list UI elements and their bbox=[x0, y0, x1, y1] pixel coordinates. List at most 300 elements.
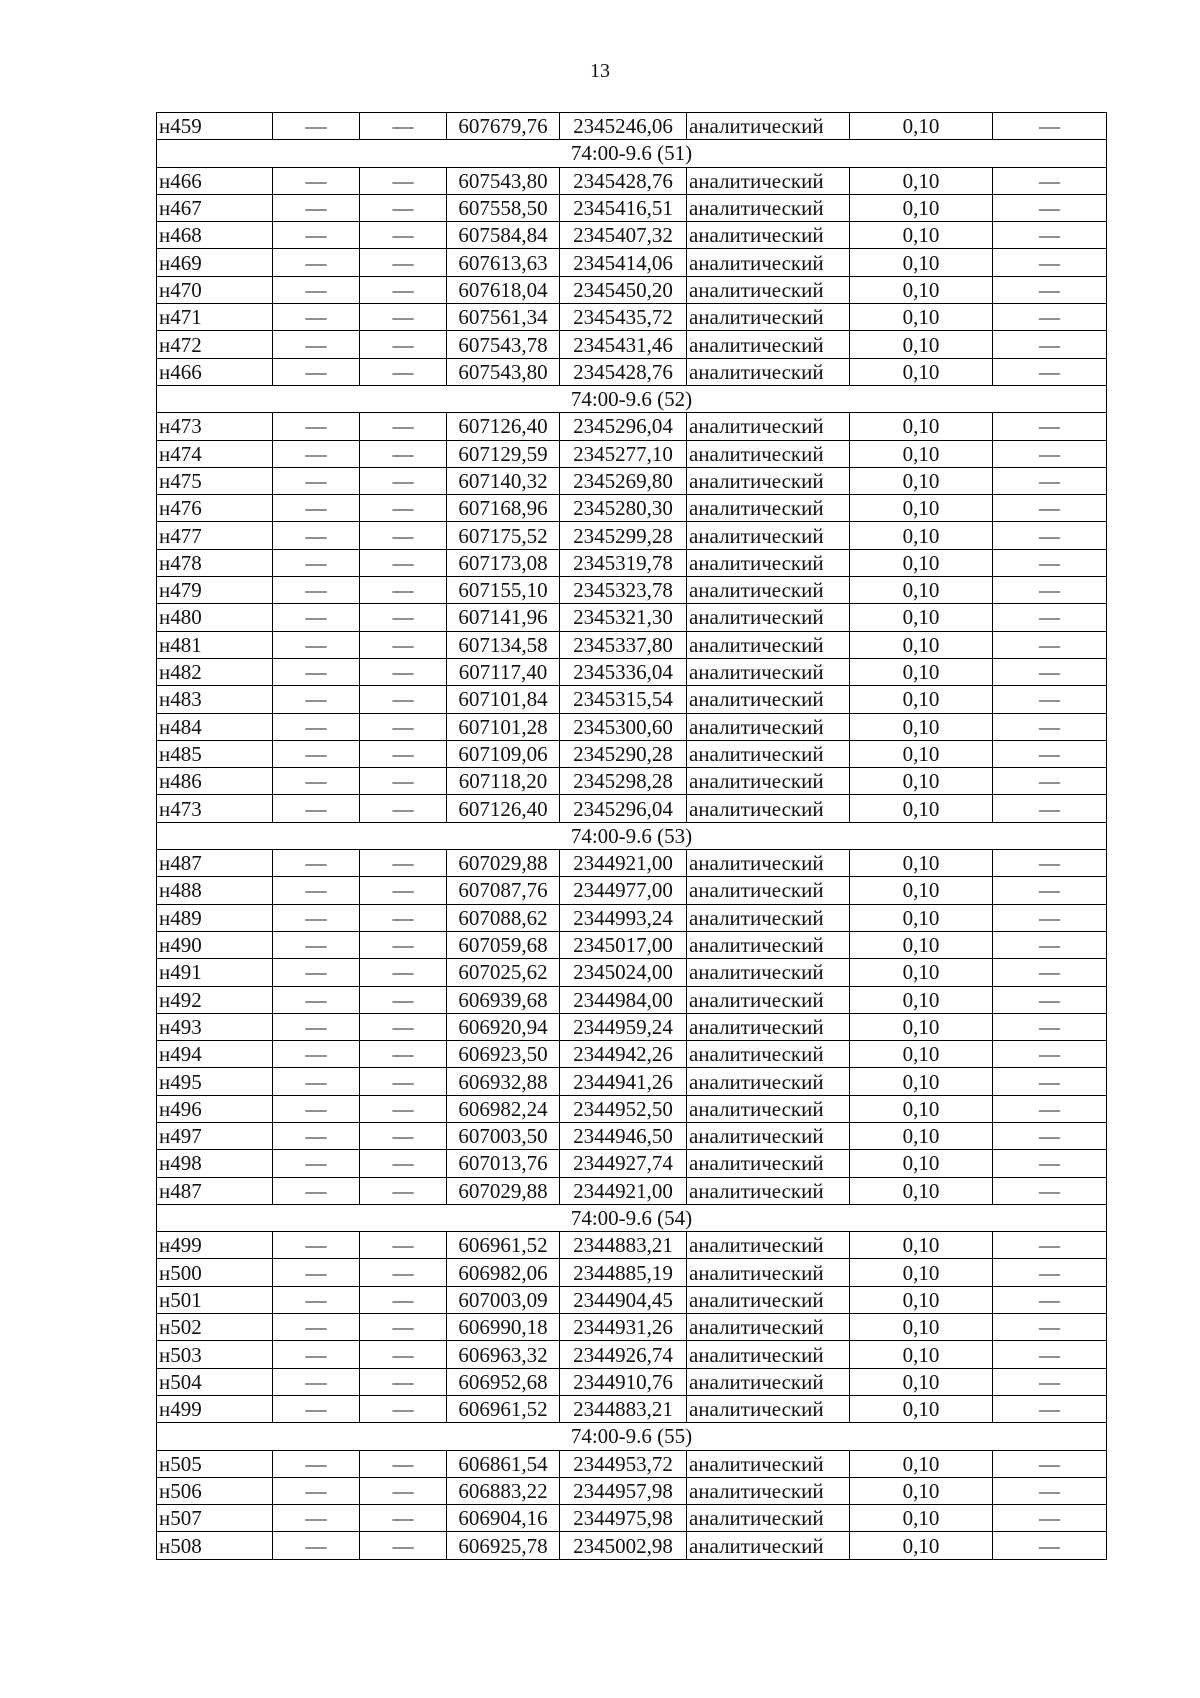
old-y-cell: — bbox=[360, 467, 447, 494]
old-y-cell: — bbox=[360, 740, 447, 767]
y-coordinate-cell: 2345315,54 bbox=[560, 686, 687, 713]
y-coordinate-cell: 2345431,46 bbox=[560, 331, 687, 358]
y-coordinate-cell: 2345428,76 bbox=[560, 358, 687, 385]
point-id-cell: н502 bbox=[157, 1314, 273, 1341]
point-id-cell: н475 bbox=[157, 467, 273, 494]
accuracy-cell: 0,10 bbox=[850, 959, 993, 986]
x-coordinate-cell: 606961,52 bbox=[447, 1395, 560, 1422]
description-cell: — bbox=[993, 959, 1107, 986]
description-cell: — bbox=[993, 986, 1107, 1013]
y-coordinate-cell: 2344942,26 bbox=[560, 1041, 687, 1068]
y-coordinate-cell: 2345296,04 bbox=[560, 413, 687, 440]
y-coordinate-cell: 2345298,28 bbox=[560, 768, 687, 795]
old-x-cell: — bbox=[273, 522, 360, 549]
section-header-row bbox=[157, 1423, 1107, 1450]
method-cell: аналитический bbox=[687, 577, 850, 604]
description-cell: — bbox=[993, 549, 1107, 576]
accuracy-cell: 0,10 bbox=[850, 304, 993, 331]
accuracy-cell: 0,10 bbox=[850, 686, 993, 713]
accuracy-cell: 0,10 bbox=[850, 167, 993, 194]
y-coordinate-cell: 2345280,30 bbox=[560, 495, 687, 522]
y-coordinate-cell: 2345319,78 bbox=[560, 549, 687, 576]
description-cell: — bbox=[993, 1450, 1107, 1477]
accuracy-cell: 0,10 bbox=[850, 413, 993, 440]
accuracy-cell: 0,10 bbox=[850, 113, 993, 140]
method-cell: аналитический bbox=[687, 931, 850, 958]
table-row bbox=[157, 1450, 1107, 1477]
method-cell: аналитический bbox=[687, 986, 850, 1013]
x-coordinate-cell: 607059,68 bbox=[447, 931, 560, 958]
point-id-cell: н470 bbox=[157, 276, 273, 303]
x-coordinate-cell: 607140,32 bbox=[447, 467, 560, 494]
y-coordinate-cell: 2345299,28 bbox=[560, 522, 687, 549]
old-x-cell: — bbox=[273, 931, 360, 958]
point-id-cell: н503 bbox=[157, 1341, 273, 1368]
method-cell: аналитический bbox=[687, 1395, 850, 1422]
old-y-cell: — bbox=[360, 768, 447, 795]
table-row bbox=[157, 577, 1107, 604]
old-x-cell: — bbox=[273, 1232, 360, 1259]
description-cell: — bbox=[993, 1505, 1107, 1532]
table-row bbox=[157, 1341, 1107, 1368]
y-coordinate-cell: 2345002,98 bbox=[560, 1532, 687, 1559]
description-cell: — bbox=[993, 931, 1107, 958]
method-cell: аналитический bbox=[687, 1314, 850, 1341]
method-cell: аналитический bbox=[687, 1341, 850, 1368]
old-x-cell: — bbox=[273, 549, 360, 576]
table-row bbox=[157, 467, 1107, 494]
y-coordinate-cell: 2344921,00 bbox=[560, 850, 687, 877]
accuracy-cell: 0,10 bbox=[850, 467, 993, 494]
old-x-cell: — bbox=[273, 604, 360, 631]
old-y-cell: — bbox=[360, 1095, 447, 1122]
old-x-cell: — bbox=[273, 1013, 360, 1040]
y-coordinate-cell: 2344977,00 bbox=[560, 877, 687, 904]
x-coordinate-cell: 607118,20 bbox=[447, 768, 560, 795]
old-x-cell: — bbox=[273, 249, 360, 276]
old-y-cell: — bbox=[360, 1122, 447, 1149]
table-row bbox=[157, 1095, 1107, 1122]
accuracy-cell: 0,10 bbox=[850, 986, 993, 1013]
accuracy-cell: 0,10 bbox=[850, 577, 993, 604]
old-x-cell: — bbox=[273, 1477, 360, 1504]
y-coordinate-cell: 2344883,21 bbox=[560, 1232, 687, 1259]
method-cell: аналитический bbox=[687, 1041, 850, 1068]
description-cell: — bbox=[993, 1095, 1107, 1122]
point-id-cell: н505 bbox=[157, 1450, 273, 1477]
table-row bbox=[157, 1286, 1107, 1313]
description-cell: — bbox=[993, 413, 1107, 440]
y-coordinate-cell: 2345277,10 bbox=[560, 440, 687, 467]
point-id-cell: н508 bbox=[157, 1532, 273, 1559]
old-y-cell: — bbox=[360, 1041, 447, 1068]
point-id-cell: н473 bbox=[157, 795, 273, 822]
point-id-cell: н472 bbox=[157, 331, 273, 358]
method-cell: аналитический bbox=[687, 686, 850, 713]
accuracy-cell: 0,10 bbox=[850, 631, 993, 658]
old-y-cell: — bbox=[360, 850, 447, 877]
table-row bbox=[157, 931, 1107, 958]
old-x-cell: — bbox=[273, 904, 360, 931]
point-id-cell: н459 bbox=[157, 113, 273, 140]
y-coordinate-cell: 2345416,51 bbox=[560, 194, 687, 221]
accuracy-cell: 0,10 bbox=[850, 1232, 993, 1259]
point-id-cell: н492 bbox=[157, 986, 273, 1013]
parcel-number-cell: 74:00-9.6 (52) bbox=[157, 385, 1107, 412]
method-cell: аналитический bbox=[687, 631, 850, 658]
y-coordinate-cell: 2345407,32 bbox=[560, 222, 687, 249]
y-coordinate-cell: 2345246,06 bbox=[560, 113, 687, 140]
point-id-cell: н483 bbox=[157, 686, 273, 713]
table-row bbox=[157, 276, 1107, 303]
point-id-cell: н506 bbox=[157, 1477, 273, 1504]
x-coordinate-cell: 607618,04 bbox=[447, 276, 560, 303]
old-y-cell: — bbox=[360, 959, 447, 986]
y-coordinate-cell: 2344921,00 bbox=[560, 1177, 687, 1204]
point-id-cell: н496 bbox=[157, 1095, 273, 1122]
point-id-cell: н491 bbox=[157, 959, 273, 986]
accuracy-cell: 0,10 bbox=[850, 768, 993, 795]
x-coordinate-cell: 607175,52 bbox=[447, 522, 560, 549]
old-x-cell: — bbox=[273, 1395, 360, 1422]
method-cell: аналитический bbox=[687, 249, 850, 276]
accuracy-cell: 0,10 bbox=[850, 331, 993, 358]
y-coordinate-cell: 2345323,78 bbox=[560, 577, 687, 604]
accuracy-cell: 0,10 bbox=[850, 1341, 993, 1368]
y-coordinate-cell: 2345337,80 bbox=[560, 631, 687, 658]
old-x-cell: — bbox=[273, 1095, 360, 1122]
x-coordinate-cell: 607126,40 bbox=[447, 795, 560, 822]
description-cell: — bbox=[993, 713, 1107, 740]
page-number: 13 bbox=[590, 60, 610, 82]
method-cell: аналитический bbox=[687, 1259, 850, 1286]
old-y-cell: — bbox=[360, 795, 447, 822]
y-coordinate-cell: 2345300,60 bbox=[560, 713, 687, 740]
point-id-cell: н507 bbox=[157, 1505, 273, 1532]
old-y-cell: — bbox=[360, 522, 447, 549]
description-cell: — bbox=[993, 1068, 1107, 1095]
accuracy-cell: 0,10 bbox=[850, 495, 993, 522]
accuracy-cell: 0,10 bbox=[850, 1532, 993, 1559]
accuracy-cell: 0,10 bbox=[850, 549, 993, 576]
old-y-cell: — bbox=[360, 631, 447, 658]
table-row bbox=[157, 1505, 1107, 1532]
x-coordinate-cell: 606982,24 bbox=[447, 1095, 560, 1122]
point-id-cell: н498 bbox=[157, 1150, 273, 1177]
description-cell: — bbox=[993, 768, 1107, 795]
old-x-cell: — bbox=[273, 495, 360, 522]
description-cell: — bbox=[993, 1122, 1107, 1149]
old-y-cell: — bbox=[360, 986, 447, 1013]
x-coordinate-cell: 606925,78 bbox=[447, 1532, 560, 1559]
x-coordinate-cell: 606952,68 bbox=[447, 1368, 560, 1395]
parcel-number-cell: 74:00-9.6 (55) bbox=[157, 1423, 1107, 1450]
accuracy-cell: 0,10 bbox=[850, 931, 993, 958]
accuracy-cell: 0,10 bbox=[850, 1177, 993, 1204]
y-coordinate-cell: 2344957,98 bbox=[560, 1477, 687, 1504]
x-coordinate-cell: 607088,62 bbox=[447, 904, 560, 931]
y-coordinate-cell: 2344904,45 bbox=[560, 1286, 687, 1313]
table-row bbox=[157, 549, 1107, 576]
old-x-cell: — bbox=[273, 440, 360, 467]
accuracy-cell: 0,10 bbox=[850, 1150, 993, 1177]
table-row bbox=[157, 1013, 1107, 1040]
old-y-cell: — bbox=[360, 1068, 447, 1095]
y-coordinate-cell: 2345428,76 bbox=[560, 167, 687, 194]
method-cell: аналитический bbox=[687, 658, 850, 685]
y-coordinate-cell: 2345290,28 bbox=[560, 740, 687, 767]
x-coordinate-cell: 607543,80 bbox=[447, 358, 560, 385]
x-coordinate-cell: 607155,10 bbox=[447, 577, 560, 604]
method-cell: аналитический bbox=[687, 276, 850, 303]
section-header-row bbox=[157, 140, 1107, 167]
description-cell: — bbox=[993, 1013, 1107, 1040]
x-coordinate-cell: 607029,88 bbox=[447, 1177, 560, 1204]
y-coordinate-cell: 2344959,24 bbox=[560, 1013, 687, 1040]
table-row bbox=[157, 795, 1107, 822]
method-cell: аналитический bbox=[687, 522, 850, 549]
point-id-cell: н500 bbox=[157, 1259, 273, 1286]
method-cell: аналитический bbox=[687, 331, 850, 358]
old-y-cell: — bbox=[360, 1450, 447, 1477]
y-coordinate-cell: 2345024,00 bbox=[560, 959, 687, 986]
point-id-cell: н467 bbox=[157, 194, 273, 221]
old-y-cell: — bbox=[360, 304, 447, 331]
x-coordinate-cell: 607584,84 bbox=[447, 222, 560, 249]
x-coordinate-cell: 607129,59 bbox=[447, 440, 560, 467]
old-y-cell: — bbox=[360, 1532, 447, 1559]
point-id-cell: н504 bbox=[157, 1368, 273, 1395]
x-coordinate-cell: 607173,08 bbox=[447, 549, 560, 576]
table-row bbox=[157, 1259, 1107, 1286]
x-coordinate-cell: 607543,80 bbox=[447, 167, 560, 194]
old-x-cell: — bbox=[273, 658, 360, 685]
old-x-cell: — bbox=[273, 1122, 360, 1149]
old-x-cell: — bbox=[273, 413, 360, 440]
old-y-cell: — bbox=[360, 331, 447, 358]
description-cell: — bbox=[993, 358, 1107, 385]
old-x-cell: — bbox=[273, 959, 360, 986]
table-row bbox=[157, 1395, 1107, 1422]
table-row bbox=[157, 522, 1107, 549]
table-row bbox=[157, 1150, 1107, 1177]
old-x-cell: — bbox=[273, 167, 360, 194]
old-y-cell: — bbox=[360, 1259, 447, 1286]
x-coordinate-cell: 606861,54 bbox=[447, 1450, 560, 1477]
old-y-cell: — bbox=[360, 1013, 447, 1040]
point-id-cell: н474 bbox=[157, 440, 273, 467]
x-coordinate-cell: 607679,76 bbox=[447, 113, 560, 140]
table-row bbox=[157, 194, 1107, 221]
x-coordinate-cell: 606923,50 bbox=[447, 1041, 560, 1068]
y-coordinate-cell: 2344993,24 bbox=[560, 904, 687, 931]
y-coordinate-cell: 2344941,26 bbox=[560, 1068, 687, 1095]
old-y-cell: — bbox=[360, 1368, 447, 1395]
table-row bbox=[157, 1122, 1107, 1149]
table-row bbox=[157, 631, 1107, 658]
method-cell: аналитический bbox=[687, 467, 850, 494]
method-cell: аналитический bbox=[687, 1068, 850, 1095]
method-cell: аналитический bbox=[687, 713, 850, 740]
method-cell: аналитический bbox=[687, 495, 850, 522]
table-row bbox=[157, 1068, 1107, 1095]
method-cell: аналитический bbox=[687, 194, 850, 221]
method-cell: аналитический bbox=[687, 1450, 850, 1477]
point-id-cell: н471 bbox=[157, 304, 273, 331]
description-cell: — bbox=[993, 740, 1107, 767]
point-id-cell: н487 bbox=[157, 1177, 273, 1204]
table-row bbox=[157, 986, 1107, 1013]
old-y-cell: — bbox=[360, 495, 447, 522]
accuracy-cell: 0,10 bbox=[850, 1068, 993, 1095]
old-x-cell: — bbox=[273, 986, 360, 1013]
method-cell: аналитический bbox=[687, 1286, 850, 1313]
point-id-cell: н482 bbox=[157, 658, 273, 685]
description-cell: — bbox=[993, 522, 1107, 549]
method-cell: аналитический bbox=[687, 167, 850, 194]
old-x-cell: — bbox=[273, 1314, 360, 1341]
old-x-cell: — bbox=[273, 113, 360, 140]
y-coordinate-cell: 2344952,50 bbox=[560, 1095, 687, 1122]
description-cell: — bbox=[993, 795, 1107, 822]
section-header-row bbox=[157, 1204, 1107, 1231]
accuracy-cell: 0,10 bbox=[850, 1505, 993, 1532]
point-id-cell: н499 bbox=[157, 1395, 273, 1422]
method-cell: аналитический bbox=[687, 1368, 850, 1395]
point-id-cell: н479 bbox=[157, 577, 273, 604]
x-coordinate-cell: 607101,28 bbox=[447, 713, 560, 740]
description-cell: — bbox=[993, 1259, 1107, 1286]
y-coordinate-cell: 2344946,50 bbox=[560, 1122, 687, 1149]
accuracy-cell: 0,10 bbox=[850, 658, 993, 685]
y-coordinate-cell: 2345435,72 bbox=[560, 304, 687, 331]
y-coordinate-cell: 2345414,06 bbox=[560, 249, 687, 276]
y-coordinate-cell: 2345269,80 bbox=[560, 467, 687, 494]
table-row bbox=[157, 1314, 1107, 1341]
point-id-cell: н494 bbox=[157, 1041, 273, 1068]
coordinates-table bbox=[156, 112, 1107, 1560]
description-cell: — bbox=[993, 577, 1107, 604]
table-row bbox=[157, 740, 1107, 767]
description-cell: — bbox=[993, 604, 1107, 631]
description-cell: — bbox=[993, 1177, 1107, 1204]
old-x-cell: — bbox=[273, 276, 360, 303]
point-id-cell: н468 bbox=[157, 222, 273, 249]
old-y-cell: — bbox=[360, 577, 447, 604]
point-id-cell: н478 bbox=[157, 549, 273, 576]
point-id-cell: н493 bbox=[157, 1013, 273, 1040]
description-cell: — bbox=[993, 304, 1107, 331]
accuracy-cell: 0,10 bbox=[850, 440, 993, 467]
accuracy-cell: 0,10 bbox=[850, 1041, 993, 1068]
point-id-cell: н490 bbox=[157, 931, 273, 958]
y-coordinate-cell: 2344885,19 bbox=[560, 1259, 687, 1286]
description-cell: — bbox=[993, 331, 1107, 358]
old-y-cell: — bbox=[360, 1505, 447, 1532]
point-id-cell: н486 bbox=[157, 768, 273, 795]
accuracy-cell: 0,10 bbox=[850, 1013, 993, 1040]
accuracy-cell: 0,10 bbox=[850, 1450, 993, 1477]
point-id-cell: н501 bbox=[157, 1286, 273, 1313]
table-row bbox=[157, 877, 1107, 904]
old-x-cell: — bbox=[273, 1505, 360, 1532]
table-row bbox=[157, 904, 1107, 931]
point-id-cell: н480 bbox=[157, 604, 273, 631]
table-row bbox=[157, 222, 1107, 249]
y-coordinate-cell: 2345450,20 bbox=[560, 276, 687, 303]
old-x-cell: — bbox=[273, 1368, 360, 1395]
section-header-row bbox=[157, 385, 1107, 412]
old-x-cell: — bbox=[273, 1532, 360, 1559]
y-coordinate-cell: 2345321,30 bbox=[560, 604, 687, 631]
method-cell: аналитический bbox=[687, 1532, 850, 1559]
old-y-cell: — bbox=[360, 1395, 447, 1422]
point-id-cell: н473 bbox=[157, 413, 273, 440]
method-cell: аналитический bbox=[687, 1150, 850, 1177]
method-cell: аналитический bbox=[687, 304, 850, 331]
y-coordinate-cell: 2345336,04 bbox=[560, 658, 687, 685]
description-cell: — bbox=[993, 1232, 1107, 1259]
method-cell: аналитический bbox=[687, 1177, 850, 1204]
method-cell: аналитический bbox=[687, 740, 850, 767]
description-cell: — bbox=[993, 1532, 1107, 1559]
accuracy-cell: 0,10 bbox=[850, 276, 993, 303]
method-cell: аналитический bbox=[687, 1232, 850, 1259]
old-y-cell: — bbox=[360, 1286, 447, 1313]
method-cell: аналитический bbox=[687, 358, 850, 385]
description-cell: — bbox=[993, 686, 1107, 713]
old-x-cell: — bbox=[273, 1150, 360, 1177]
description-cell: — bbox=[993, 440, 1107, 467]
point-id-cell: н495 bbox=[157, 1068, 273, 1095]
old-y-cell: — bbox=[360, 877, 447, 904]
old-x-cell: — bbox=[273, 768, 360, 795]
description-cell: — bbox=[993, 1368, 1107, 1395]
old-x-cell: — bbox=[273, 631, 360, 658]
old-y-cell: — bbox=[360, 1232, 447, 1259]
table-row bbox=[157, 1232, 1107, 1259]
old-y-cell: — bbox=[360, 249, 447, 276]
accuracy-cell: 0,10 bbox=[850, 1368, 993, 1395]
table-row bbox=[157, 413, 1107, 440]
accuracy-cell: 0,10 bbox=[850, 222, 993, 249]
table-row bbox=[157, 304, 1107, 331]
description-cell: — bbox=[993, 467, 1107, 494]
point-id-cell: н476 bbox=[157, 495, 273, 522]
point-id-cell: н497 bbox=[157, 1122, 273, 1149]
description-cell: — bbox=[993, 1286, 1107, 1313]
method-cell: аналитический bbox=[687, 877, 850, 904]
old-x-cell: — bbox=[273, 1286, 360, 1313]
accuracy-cell: 0,10 bbox=[850, 1095, 993, 1122]
method-cell: аналитический bbox=[687, 795, 850, 822]
old-x-cell: — bbox=[273, 1341, 360, 1368]
accuracy-cell: 0,10 bbox=[850, 713, 993, 740]
table-row bbox=[157, 959, 1107, 986]
old-x-cell: — bbox=[273, 713, 360, 740]
old-x-cell: — bbox=[273, 1177, 360, 1204]
description-cell: — bbox=[993, 1395, 1107, 1422]
old-x-cell: — bbox=[273, 467, 360, 494]
method-cell: аналитический bbox=[687, 1477, 850, 1504]
coordinates-table-body bbox=[157, 113, 1107, 1560]
old-y-cell: — bbox=[360, 276, 447, 303]
old-x-cell: — bbox=[273, 358, 360, 385]
parcel-number-cell: 74:00-9.6 (51) bbox=[157, 140, 1107, 167]
x-coordinate-cell: 606939,68 bbox=[447, 986, 560, 1013]
old-x-cell: — bbox=[273, 740, 360, 767]
point-id-cell: н481 bbox=[157, 631, 273, 658]
